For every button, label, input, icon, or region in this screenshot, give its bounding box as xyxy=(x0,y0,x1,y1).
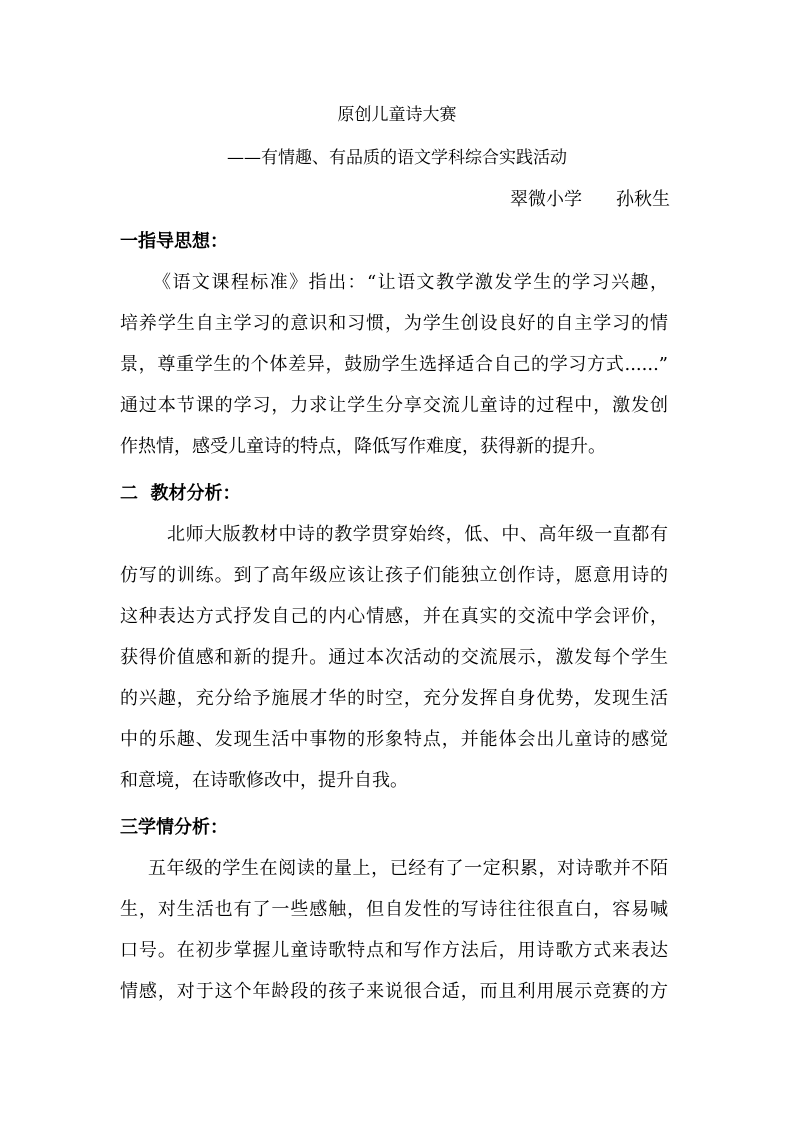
paragraph-line: 通过本节课的学习，力求让学生分享交流儿童诗的过程中，激发创 xyxy=(120,395,668,416)
paragraph-line: 口号。在初步掌握儿童诗歌特点和写作方法后，用诗歌方式来表达 xyxy=(120,940,668,961)
document-title: 原创儿童诗大赛 xyxy=(337,105,457,125)
paragraph-line: 情感，对于这个年龄段的孩子来说很合适，而且利用展示竞赛的方 xyxy=(120,981,668,1002)
author-line xyxy=(510,187,670,213)
author-name: 孙秋生 xyxy=(616,189,670,210)
section-heading-guiding-thought: 一指导思想： xyxy=(120,231,228,252)
paragraph-line: 和意境，在诗歌修改中，提升自我。 xyxy=(120,770,408,791)
section-heading-textbook-analysis: 二 教材分析： xyxy=(120,483,241,504)
section-heading-student-analysis: 三学情分析： xyxy=(120,817,228,838)
paragraph-line: 的兴趣，充分给予施展才华的时空，充分发挥自身优势，发现生活 xyxy=(120,688,668,709)
paragraph-line: 培养学生自主学习的意识和习惯，为学生创设良好的自主学习的情 xyxy=(120,313,668,334)
paragraph-line: 仿写的训练。到了高年级应该让孩子们能独立创作诗，愿意用诗的 xyxy=(120,565,668,586)
document-subtitle: ——有情趣、有品质的语文学科综合实践活动 xyxy=(227,148,567,168)
paragraph-line: 生，对生活也有了一些感触，但自发性的写诗往往很直白，容易喊 xyxy=(120,899,668,920)
paragraph-line: 获得价值感和新的提升。通过本次活动的交流展示，激发每个学生 xyxy=(120,647,668,668)
paragraph-line: 作热情，感受儿童诗的特点，降低写作难度，获得新的提升。 xyxy=(120,436,606,457)
paragraph-line: 这种表达方式抒发自己的内心情感，并在真实的交流中学会评价， xyxy=(120,606,668,627)
paragraph-line: 五年级的学生在阅读的量上，已经有了一定积累，对诗歌并不陌 xyxy=(148,858,668,879)
paragraph-line: 景，尊重学生的个体差异，鼓励学生选择适合自己的学习方式......” xyxy=(120,354,668,375)
author-school: 翠微小学 xyxy=(510,189,582,210)
paragraph-line: 《语文课程标准》指出：“让语文教学激发学生的学习兴趣， xyxy=(153,272,668,293)
paragraph-line: 北师大版教材中诗的教学贯穿始终，低、中、高年级一直都有 xyxy=(167,524,668,545)
paragraph-line: 中的乐趣、发现生活中事物的形象特点，并能体会出儿童诗的感觉 xyxy=(120,729,668,750)
